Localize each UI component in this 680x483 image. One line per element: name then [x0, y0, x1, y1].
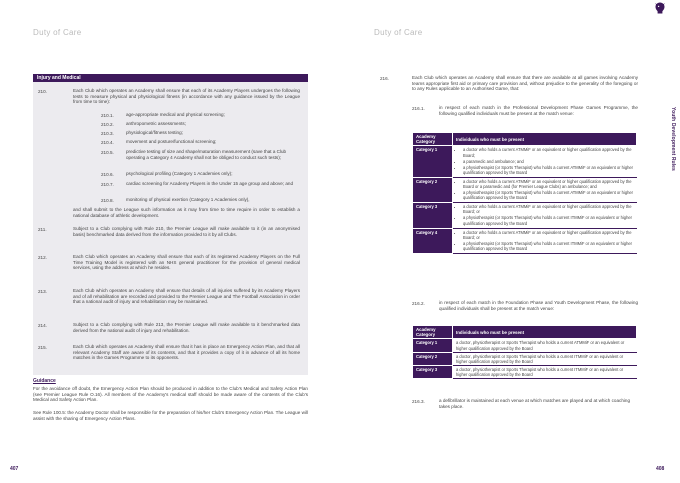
- list-item: • a physiotherapist (or Sports Therapist) who holds a current ATMMiF or an equivalent or higher qualification approved by the Board: [463, 190, 634, 200]
- sub-rule-number: 210.6.: [101, 172, 114, 177]
- rule-text: Subject to a Club complying with Rule 210, the Premier League will make available to it (in an anonymised basis) benchmarked data derived from the information provided to it by all Clubs.: [73, 226, 300, 237]
- category-cell: Category 1: [413, 146, 453, 177]
- rule-number: 215.: [38, 345, 47, 350]
- sub-rule-text: movement and posture/functional screening;: [126, 139, 217, 144]
- rule-number: 213.: [38, 289, 47, 294]
- page-number: 408: [656, 466, 665, 472]
- requirements-cell: [453, 228, 637, 253]
- doc-title-left: Duty of Care: [33, 28, 82, 37]
- table-row: [413, 228, 637, 253]
- rule-text: Each Club which operates an Academy shall ensure that each of its registered Academy Players on the Full Time Training Model is registered with an NHS general practitioner for the provision of general medical services, using the address at which he resides.: [73, 254, 300, 271]
- table-header: Individuals who must be present: [453, 133, 637, 146]
- list-item: • a doctor who holds a current ATMMiF or an equivalent or higher qualification approved by the Board; or: [463, 230, 634, 240]
- table-row: [413, 146, 637, 177]
- table-header: Academy Category: [413, 326, 453, 339]
- table-row: [413, 203, 637, 228]
- category-cell: Category 3: [413, 365, 453, 378]
- table-header: Individuals who must be present: [453, 326, 637, 339]
- requirements-cell: [453, 203, 637, 228]
- category-cell: Category 4: [413, 228, 453, 253]
- page-number: 407: [10, 466, 19, 472]
- sub-rule-text: age-appropriate medical and physical screening;: [126, 112, 225, 117]
- foundation-phase-table: [412, 325, 637, 379]
- table-row: [413, 177, 637, 202]
- rule-text: Each Club which operates an Academy shall ensure that it has in place an Emergency Action Plan, and that all relevant Academy Staff are aware of its contents, and that it provides a copy of it in advance of all its home matches in the Games Programme to its opponents.: [73, 344, 300, 361]
- list-item: • a doctor who holds a current ATMMiF or an equivalent or higher qualification approved by the Board; or: [463, 204, 634, 214]
- rule-text: Each Club which operates an Academy shall ensure that details of all injuries suffered by its Academy Players and of all rehabilitation are recorded and provided to the Premier League and The Football Association in order that a national audit of injury and rehabilitation may be maintained.: [73, 288, 300, 305]
- side-title: [668, 78, 678, 198]
- table-row: [413, 365, 637, 378]
- rule-text: Each Club which operates an Academy shall ensure that each of its Academy Players undergoes the following tests to measure physical and physiological fitness (in accordance with any guidance issued by the League from time to time):: [73, 88, 300, 105]
- guidance-title: Guidance: [33, 378, 56, 384]
- sub-rule-text: psychological profiling (Category 1 Academies only);: [126, 171, 233, 176]
- sub-rule-text: physiological/fitness testing;: [126, 130, 183, 135]
- category-cell: Category 3: [413, 203, 453, 228]
- guidance-paragraph: See Rule 100.5: the Academy Doctor shall be responsible for the preparation of his/her Club's Emergency Action Plan. The League will assist with the sharing of Emergency Action Plans.: [33, 410, 308, 421]
- requirements-cell: a doctor, physiotherapist or Sports Therapist who holds a current ATMMiF or an equivalent or higher qualification approved by the Board: [453, 339, 637, 352]
- requirements-cell: a doctor, physiotherapist or Sports Therapist who holds a current ITMMiF or an equivalent or higher qualification approved by the Board: [453, 365, 637, 378]
- qualified-individuals-table: [412, 132, 637, 254]
- rule-number: 212.: [38, 255, 47, 260]
- sub-rule-number: 210.3.: [101, 131, 114, 136]
- sub-rule-number: 210.1.: [101, 113, 114, 118]
- list-item: • a physiotherapist (or Sports Therapist) who holds a current ITMMiF or an equivalent or higher qualification approved by the Board: [463, 215, 634, 225]
- sub-rule-number: 210.7.: [101, 182, 114, 187]
- requirements-cell: [453, 146, 637, 177]
- list-item: • a paramedic and ambulance; and: [463, 159, 634, 164]
- sub-rule-number: 216.2.: [412, 301, 425, 306]
- rule-number: 210.: [38, 89, 47, 94]
- sub-rule-number: 216.1.: [412, 106, 425, 111]
- rule-text-tail: and shall submit to the League such information as it may from time to time require in order to establish a national database of athletic development.: [73, 207, 300, 218]
- requirements-cell: [453, 177, 637, 202]
- sub-rule-number: 210.5.: [101, 150, 114, 155]
- sub-rule-text: a defibrillator is maintained at each venue at which matches are played and at which coaching takes place.: [439, 398, 631, 409]
- doc-title-right: Duty of Care: [374, 28, 423, 37]
- guidance-paragraph: For the avoidance off doubt, the Emergency Action Plan should be produced in addition to the Club's Medical and Safety Action Plan (see Premier League Rule O.16). All members of the Academy's medical staff should be made aware of the contents of the Club's Medical and Safety Action Plan.: [33, 386, 308, 403]
- rule-number: 214.: [38, 323, 47, 328]
- sub-rule-text: monitoring of physical exertion (Category 1 Academies only),: [126, 197, 250, 202]
- sub-rule-text: cardiac screening for Academy Players in the Under 15 age group and above; and: [126, 181, 294, 186]
- sub-rule-number: 216.3.: [412, 399, 425, 404]
- list-item: • a doctor who holds a current ATMMiF or an equivalent or higher qualification approved by the Board or a paramedic and (for Premier League Clubs) an ambulance; and: [463, 179, 634, 189]
- lion-logo-icon: [654, 2, 666, 14]
- category-cell: Category 2: [413, 177, 453, 202]
- category-cell: Category 1: [413, 339, 453, 352]
- rule-number: 216.: [380, 76, 389, 81]
- sub-rule-text: in respect of each match in the Professional Development Phase Games Programme, the following qualified individuals must be present at the match venue:: [439, 105, 638, 116]
- sub-rule-text: anthropometric assessments;: [126, 121, 186, 126]
- sub-rule-text: in respect of each match in the Foundation Phase and Youth Development Phase, the following qualified individuals shall be present at the match venue:: [439, 300, 638, 311]
- rule-number: 211.: [38, 227, 47, 232]
- list-item: • a physiotherapist (or Sports Therapist) who holds a current ITMMiF or an equivalent or higher qualification approved by the Board: [463, 241, 634, 251]
- table-row: [413, 339, 637, 352]
- sub-rule-number: 210.8.: [101, 198, 114, 203]
- section-heading: Injury and Medical: [33, 74, 308, 82]
- rule-text: Each Club which operates an Academy shall ensure that there are available at all games involving Academy teams appropriate first aid or primary care provision and, without prejudice to the generality of the foregoing or to any Rules applicable to an Authorised Game, that:: [412, 75, 638, 92]
- category-cell: Category 2: [413, 352, 453, 365]
- list-item: • a doctor who holds a current ATMMiF or an equivalent or higher qualification approved by the Board;: [463, 147, 634, 157]
- sub-rule-number: 210.2.: [101, 122, 114, 127]
- sub-rule-text: predictive testing of size and shape/maturation measurement (save that a Club operating a Category 4 Academy shall not be obliged to conduct such tests);: [126, 149, 287, 160]
- rule-text: Subject to a Club complying with Rule 213, the Premier League will make available to it benchmarked data derived from the national audit of injury and rehabilitation.: [73, 322, 300, 333]
- side-title-text: Youth Development Rules: [670, 107, 676, 171]
- list-item: • a physiotherapist (or Sports Therapist) who holds a current ATMMiF or an equivalent or higher qualification approved by the Board: [463, 165, 634, 175]
- sub-rule-number: 210.4.: [101, 140, 114, 145]
- table-header: Academy Category: [413, 133, 453, 146]
- requirements-cell: a doctor, physiotherapist or Sports Therapist who holds a current ITMMiF or an equivalent or higher qualification approved by the Board: [453, 352, 637, 365]
- table-row: [413, 352, 637, 365]
